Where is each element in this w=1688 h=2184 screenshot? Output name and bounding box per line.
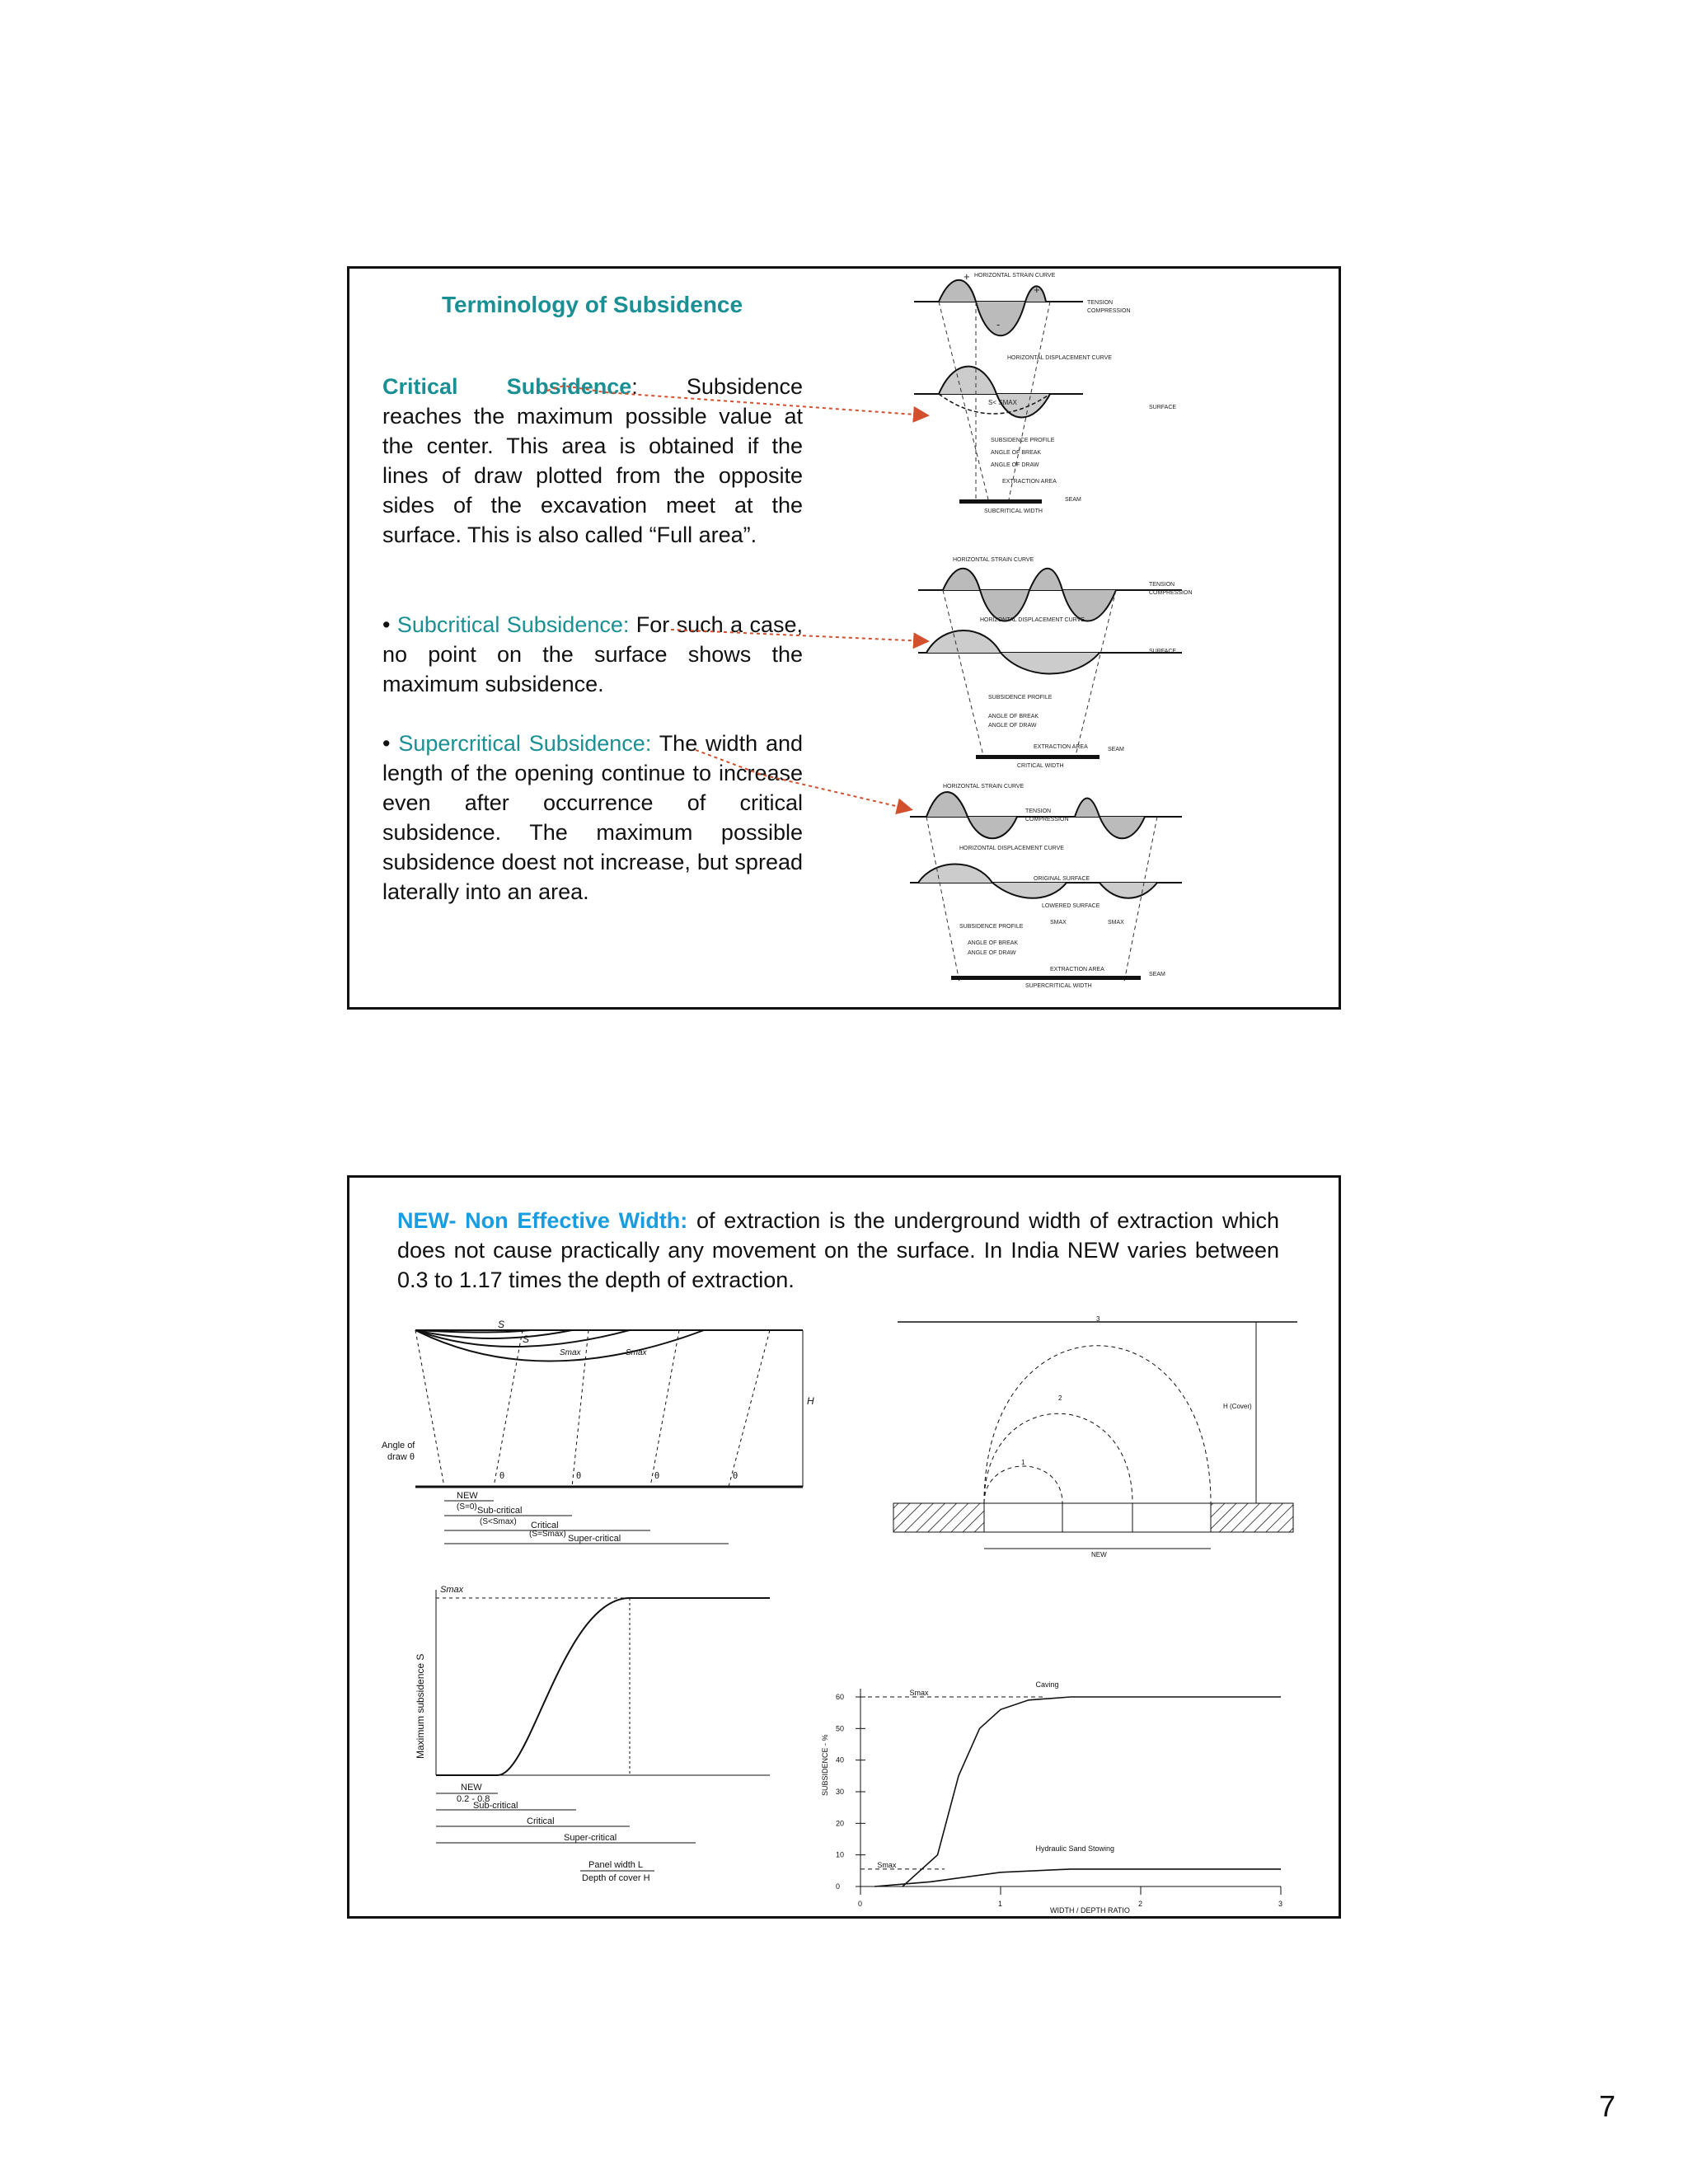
plus-sign: + bbox=[964, 270, 970, 283]
subcritical-text: For such a case, no point on the surface shows the maximum subsidence. bbox=[382, 612, 803, 696]
label-theta: θ bbox=[499, 1471, 505, 1481]
series-line-sand-stowing bbox=[874, 1869, 1281, 1886]
label-seam: SEAM bbox=[1149, 972, 1165, 977]
label-critical: Critical bbox=[531, 1521, 559, 1530]
x-tick-label: 2 bbox=[1138, 1900, 1143, 1908]
plus-sign: + bbox=[1034, 284, 1040, 296]
label-smax: SMAX bbox=[1050, 920, 1067, 926]
label-supercritical: Super-critical bbox=[568, 1534, 621, 1544]
label-extraction-area: EXTRACTION AREA bbox=[1050, 967, 1104, 972]
label-new: NEW bbox=[461, 1783, 482, 1793]
label-smax: SMAX bbox=[1108, 920, 1124, 926]
supercritical-term: Supercritical Subsidence: bbox=[398, 731, 652, 756]
label-h-cover: H (Cover) bbox=[1223, 1403, 1252, 1410]
y-tick-label: 10 bbox=[836, 1850, 845, 1859]
label-critical-width: CRITICAL WIDTH bbox=[1017, 763, 1064, 769]
label-s: S bbox=[523, 1333, 530, 1345]
y-tick-label: 50 bbox=[836, 1724, 845, 1733]
new-text: of extraction is the underground width of extraction which does not cause practically any movement on the surface. In India NEW varies between 0.3 to 1.17 times the depth of extraction. bbox=[397, 1208, 1279, 1292]
slide-terminology bbox=[347, 266, 1341, 1010]
smax-label: Smax bbox=[877, 1860, 897, 1869]
x-tick-label: 3 bbox=[1278, 1900, 1283, 1908]
y-tick-label: 30 bbox=[836, 1788, 845, 1796]
label-angle-draw: ANGLE OF DRAW bbox=[968, 950, 1016, 956]
y-tick-label: 40 bbox=[836, 1755, 845, 1765]
label-draw-theta: draw θ bbox=[387, 1452, 415, 1462]
label-angle-break: ANGLE OF BREAK bbox=[968, 940, 1019, 946]
label-s: S bbox=[498, 1319, 505, 1330]
arrow-subcritical bbox=[671, 630, 926, 641]
label-critical-s: (S=Smax) bbox=[529, 1530, 566, 1539]
label-critical: Critical bbox=[527, 1816, 555, 1826]
label-new-range: 0.2 - 0.8 bbox=[457, 1794, 490, 1804]
label-displacement-curve: HORIZONTAL DISPLACEMENT CURVE bbox=[1007, 355, 1112, 361]
arch-label-2: 2 bbox=[1058, 1394, 1062, 1402]
label-supercritical: Super-critical bbox=[564, 1833, 617, 1843]
arrow-critical bbox=[547, 386, 926, 415]
label-supercritical-width: SUPERCRITICAL WIDTH bbox=[1025, 983, 1092, 989]
label-s-lt-smax: S< SMAX bbox=[988, 399, 1017, 406]
chart-subsidence-vs-ratio bbox=[811, 1606, 1339, 1919]
minus-sign: - bbox=[996, 318, 1001, 330]
label-subsidence-profile: SUBSIDENCE PROFILE bbox=[991, 438, 1055, 443]
label-strain-curve: HORIZONTAL STRAIN CURVE bbox=[953, 557, 1034, 563]
x-axis-label-den: Depth of cover H bbox=[582, 1873, 650, 1883]
diagram-critical bbox=[918, 557, 1193, 769]
slide-non-effective-width bbox=[347, 1175, 1341, 1919]
bullet: • bbox=[382, 612, 391, 637]
diagram-supercritical bbox=[910, 784, 1182, 989]
x-axis-label-num: Panel width L bbox=[588, 1860, 644, 1870]
series-label: Caving bbox=[1035, 1680, 1059, 1689]
figure-new-arches bbox=[893, 1310, 1322, 1565]
label-subcritical-s: (S<Smax) bbox=[480, 1517, 517, 1526]
label-compression: COMPRESSION bbox=[1025, 817, 1069, 823]
label-seam: SEAM bbox=[1065, 497, 1081, 503]
label-subsidence-profile: SUBSIDENCE PROFILE bbox=[959, 924, 1024, 930]
label-tension: TENSION bbox=[1149, 582, 1175, 588]
label-displacement-curve: HORIZONTAL DISPLACEMENT CURVE bbox=[959, 846, 1064, 851]
y-axis-label: SUBSIDENCE - % bbox=[821, 1734, 829, 1796]
x-axis-label: WIDTH / DEPTH RATIO bbox=[1050, 1906, 1130, 1915]
label-original-surface: ORIGINAL SURFACE bbox=[1034, 876, 1090, 882]
label-smax: Smax bbox=[440, 1585, 464, 1595]
label-angle-draw: ANGLE OF DRAW bbox=[988, 723, 1037, 729]
arrow-supercritical bbox=[696, 750, 910, 809]
critical-text: : Subsidence reaches the maximum possible value at the center. This area is obtained if the lines of draw plotted from the opposite sides of the excavation meet at the surface. This is also called “Full area”. bbox=[382, 374, 803, 547]
x-tick-label: 0 bbox=[858, 1900, 863, 1908]
label-subcritical: Sub-critical bbox=[477, 1506, 523, 1516]
label-extraction-area: EXTRACTION AREA bbox=[1034, 744, 1088, 750]
label-theta: θ bbox=[733, 1471, 738, 1481]
label-extraction-area: EXTRACTION AREA bbox=[1002, 479, 1057, 485]
label-subcritical: Sub-critical bbox=[473, 1801, 518, 1811]
new-definition-paragraph bbox=[397, 1206, 1279, 1295]
bullet: • bbox=[382, 731, 391, 756]
label-angle-draw: ANGLE OF DRAW bbox=[991, 462, 1039, 468]
label-new: NEW bbox=[1091, 1551, 1107, 1558]
label-angle-of-draw: Angle of bbox=[382, 1441, 415, 1451]
label-theta: θ bbox=[654, 1471, 660, 1481]
arch-label-3: 3 bbox=[1096, 1315, 1100, 1323]
new-term: NEW- Non Effective Width: bbox=[397, 1208, 688, 1233]
label-displacement-curve: HORIZONTAL DISPLACEMENT CURVE bbox=[980, 617, 1085, 623]
label-subsidence-profile: SUBSIDENCE PROFILE bbox=[988, 695, 1053, 701]
x-tick-label: 1 bbox=[998, 1900, 1003, 1908]
label-new: NEW bbox=[457, 1491, 478, 1501]
supercritical-text: The width and length of the opening continue to increase even after occurrence of critical subsidence. The maximum possible subsidence doest not increase, but spread laterally into an area. bbox=[382, 731, 803, 904]
label-tension: TENSION bbox=[1087, 300, 1114, 306]
label-tension: TENSION bbox=[1025, 808, 1052, 814]
label-compression: COMPRESSION bbox=[1087, 308, 1131, 314]
label-angle-break: ANGLE OF BREAK bbox=[988, 714, 1039, 719]
y-axis-label: Maximum subsidence S bbox=[415, 1653, 426, 1759]
label-smax: Smax bbox=[626, 1348, 647, 1357]
label-strain-curve: HORIZONTAL STRAIN CURVE bbox=[943, 784, 1025, 790]
y-tick-label: 0 bbox=[836, 1882, 841, 1891]
label-surface: SURFACE bbox=[1149, 405, 1177, 410]
label-h: H bbox=[807, 1395, 814, 1407]
label-subcritical-width: SUBCRITICAL WIDTH bbox=[984, 509, 1043, 514]
smax-label: Smax bbox=[909, 1689, 929, 1697]
label-lowered-surface: LOWERED SURFACE bbox=[1042, 903, 1100, 909]
label-angle-break: ANGLE OF BREAK bbox=[991, 450, 1042, 456]
figure-angle-of-draw bbox=[382, 1318, 814, 1549]
figure-max-subsidence-curve bbox=[382, 1577, 811, 1907]
label-compression: COMPRESSION bbox=[1149, 590, 1193, 596]
page-number: 7 bbox=[1599, 2089, 1616, 2123]
y-tick-label: 20 bbox=[836, 1819, 845, 1828]
label-seam: SEAM bbox=[1108, 747, 1124, 752]
arch-label-1: 1 bbox=[1021, 1459, 1025, 1466]
label-new-s: (S=0) bbox=[457, 1502, 477, 1511]
series-line-caving bbox=[903, 1697, 1281, 1886]
label-surface: SURFACE bbox=[1149, 649, 1177, 654]
series-label: Hydraulic Sand Stowing bbox=[1035, 1844, 1115, 1853]
subsidence-diagrams bbox=[910, 269, 1339, 1007]
label-strain-curve: HORIZONTAL STRAIN CURVE bbox=[974, 273, 1056, 279]
label-theta: θ bbox=[576, 1471, 582, 1481]
slide-title: Terminology of Subsidence bbox=[442, 292, 743, 317]
label-smax: Smax bbox=[560, 1348, 581, 1357]
diagram-subcritical bbox=[914, 270, 1176, 514]
y-tick-label: 60 bbox=[836, 1693, 845, 1701]
subcritical-term: Subcritical Subsidence: bbox=[396, 612, 630, 637]
critical-term: Critical Subsidence bbox=[382, 374, 632, 399]
